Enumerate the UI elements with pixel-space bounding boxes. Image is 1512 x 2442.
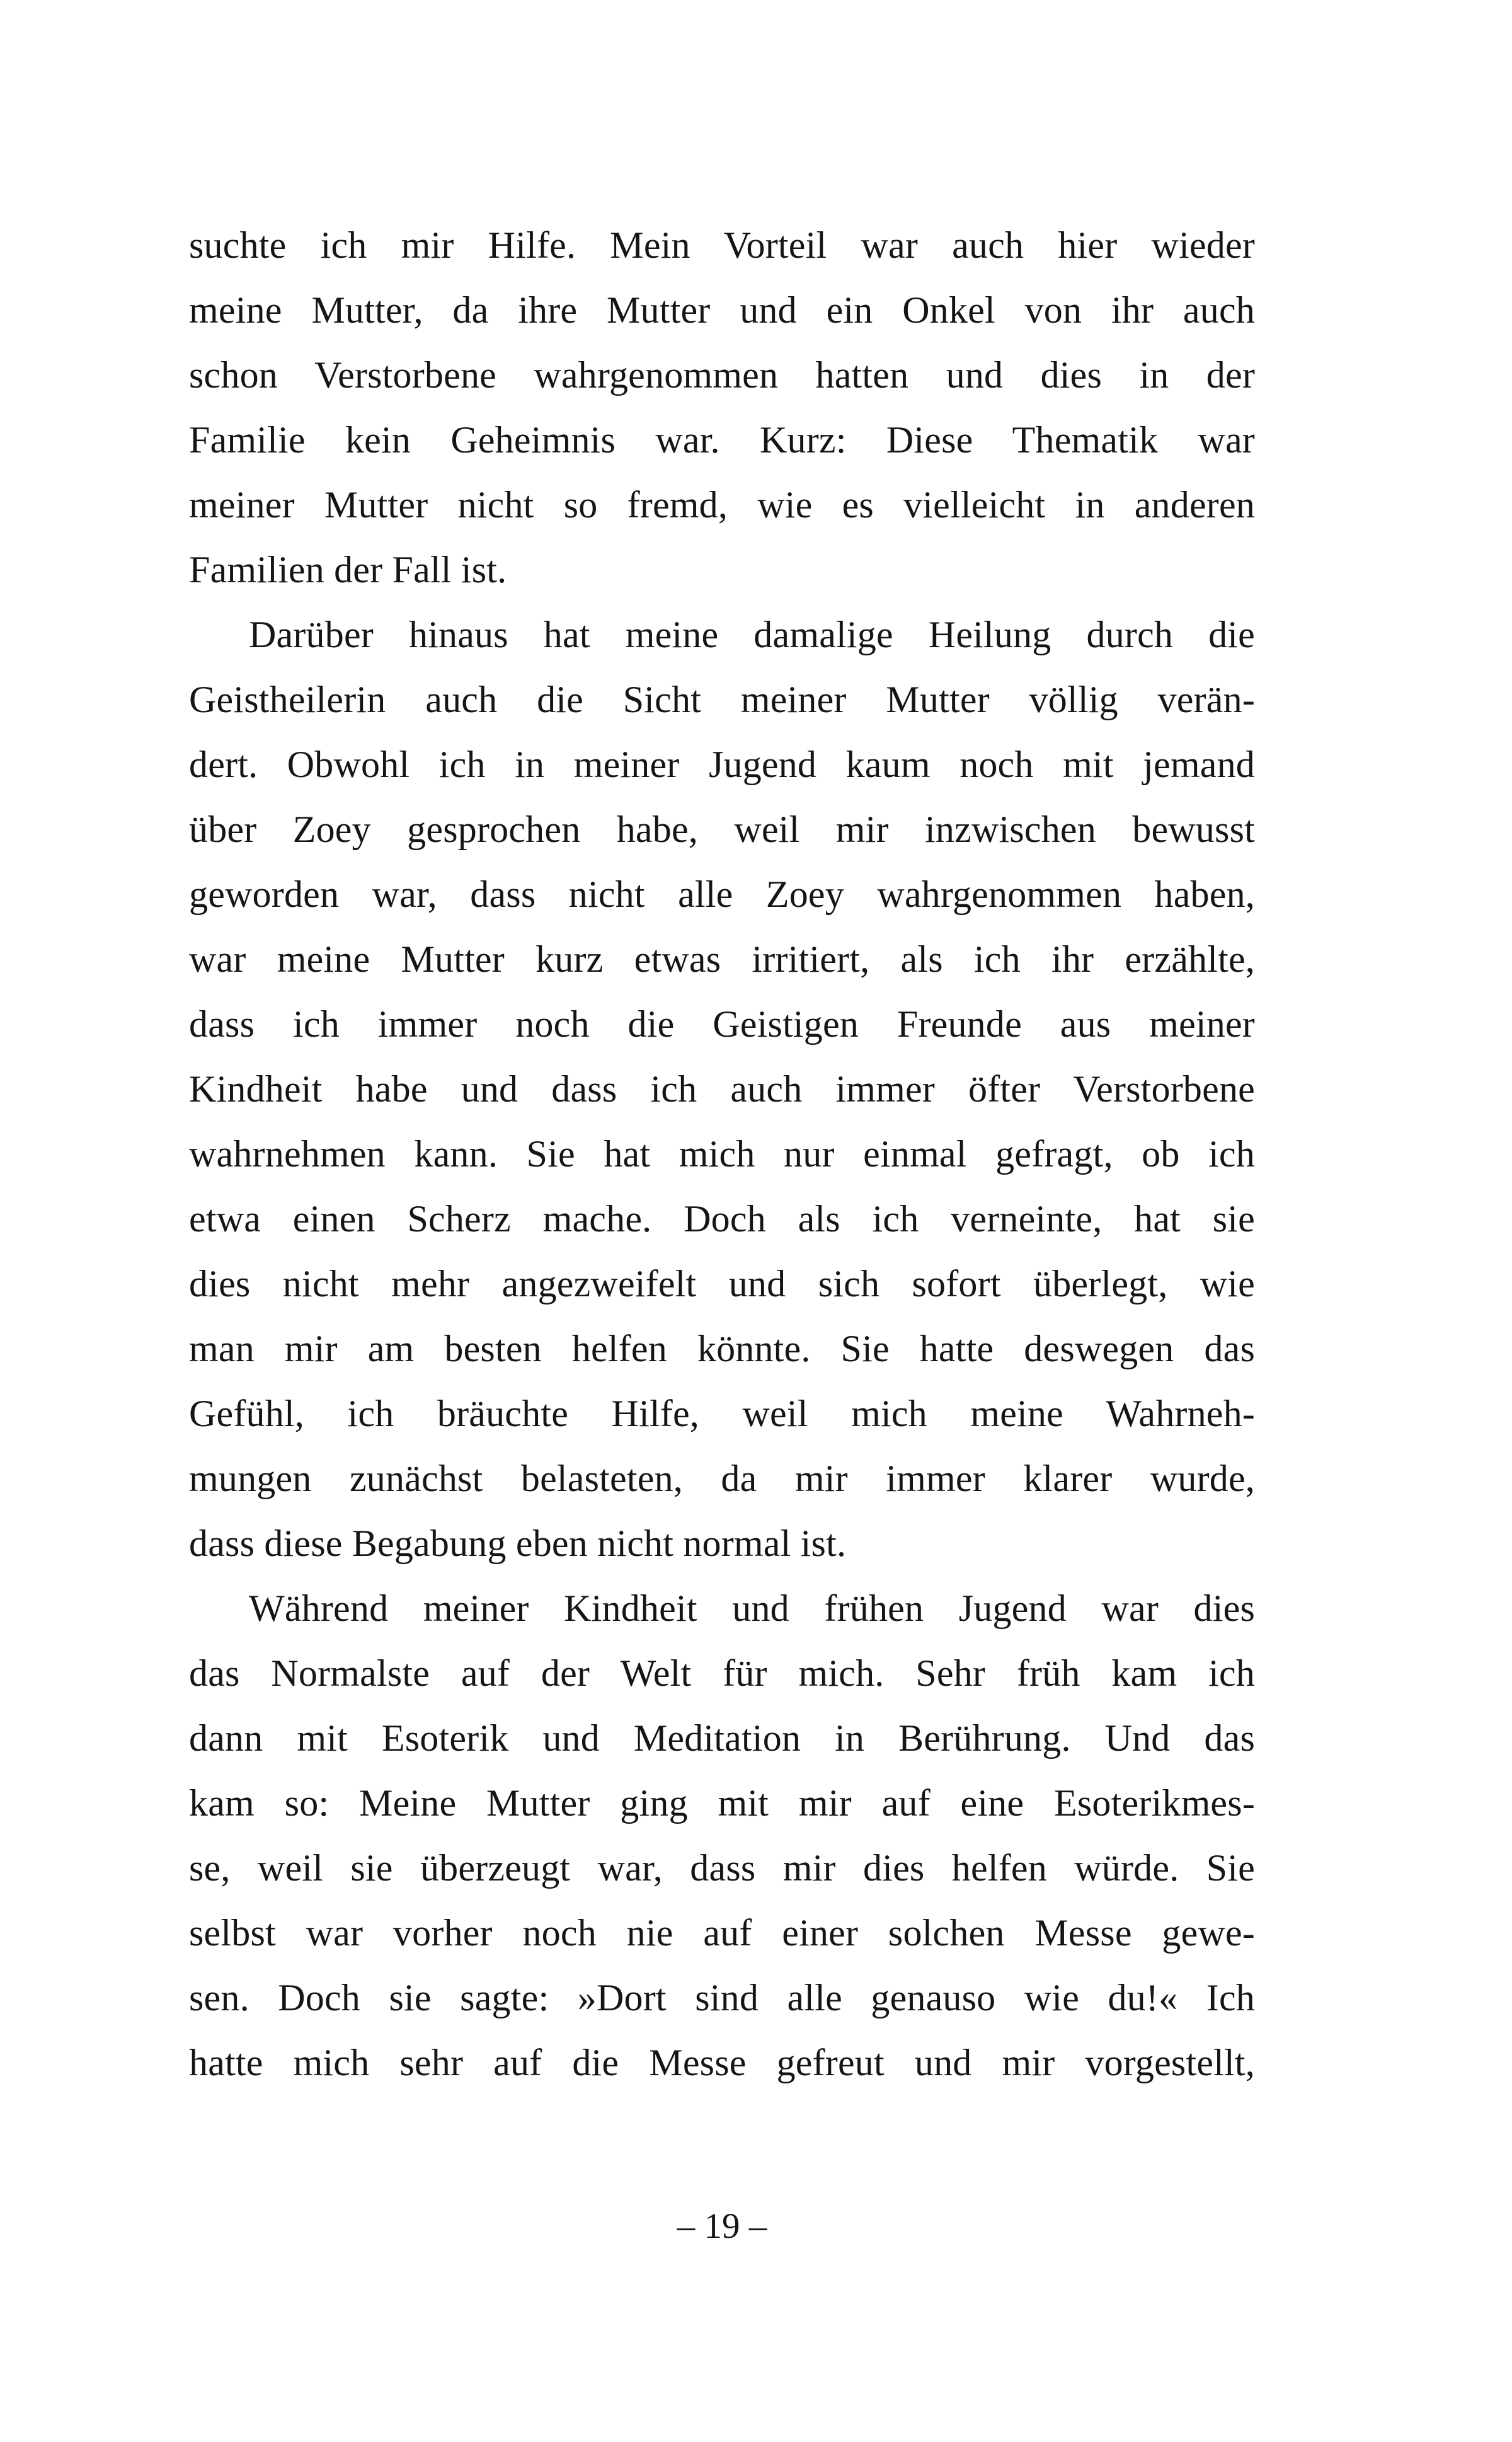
text-line: selbst war vorher noch nie auf einer solchen Messe gewe- [189, 1912, 1255, 1954]
text-line: meiner Mutter nicht so fremd, wie es vielleicht in anderen [189, 484, 1255, 526]
text-line: schon Verstorbene wahrgenommen hatten und dies in der [189, 354, 1255, 396]
text-line: man mir am besten helfen könnte. Sie hatte deswegen das [189, 1328, 1255, 1369]
text-line: dies nicht mehr angezweifelt und sich sofort überlegt, wie [189, 1263, 1255, 1305]
text-line: dass diese Begabung eben nicht normal ist. [189, 1523, 847, 1564]
text-line: über Zoey gesprochen habe, weil mir inzwischen bewusst [189, 809, 1255, 850]
text-line: suchte ich mir Hilfe. Mein Vorteil war auch hier wieder [189, 224, 1255, 266]
text-line: dert. Obwohl ich in meiner Jugend kaum noch mit jemand [189, 744, 1255, 785]
text-line: Geistheilerin auch die Sicht meiner Mutter völlig verän- [189, 679, 1255, 720]
page-text [189, 213, 1255, 2095]
paragraph [189, 1576, 1255, 2095]
text-line: Kindheit habe und dass ich auch immer öfter Verstorbene [189, 1068, 1255, 1110]
text-line: Während meiner Kindheit und frühen Jugend war dies [249, 1587, 1255, 1629]
text-line: dass ich immer noch die Geistigen Freunde aus meiner [189, 1003, 1255, 1045]
text-line: mungen zunächst belasteten, da mir immer klarer wurde, [189, 1458, 1255, 1499]
text-line: Darüber hinaus hat meine damalige Heilung durch die [249, 614, 1255, 655]
text-line: wahrnehmen kann. Sie hat mich nur einmal gefragt, ob ich [189, 1133, 1255, 1175]
text-line: meine Mutter, da ihre Mutter und ein Onkel von ihr auch [189, 289, 1255, 331]
text-line: hatte mich sehr auf die Messe gefreut und mir vorgestellt, [189, 2042, 1255, 2083]
text-line: Familien der Fall ist. [189, 549, 507, 590]
text-line: se, weil sie überzeugt war, dass mir dies helfen würde. Sie [189, 1847, 1255, 1889]
text-line: das Normalste auf der Welt für mich. Sehr früh kam ich [189, 1652, 1255, 1694]
paragraph [189, 213, 1255, 602]
text-line: sen. Doch sie sagte: »Dort sind alle genauso wie du!« Ich [189, 1977, 1255, 2019]
text-line: Familie kein Geheimnis war. Kurz: Diese Thematik war [189, 419, 1255, 461]
text-line: kam so: Meine Mutter ging mit mir auf eine Esoterikmes- [189, 1782, 1255, 1824]
text-line: etwa einen Scherz mache. Doch als ich verneinte, hat sie [189, 1198, 1255, 1240]
text-line: Gefühl, ich bräuchte Hilfe, weil mich meine Wahrneh- [189, 1393, 1255, 1434]
text-line: war meine Mutter kurz etwas irritiert, als ich ihr erzählte, [189, 938, 1255, 980]
page-number: – 19 – [677, 2206, 767, 2246]
paragraph [189, 602, 1255, 1576]
text-line: geworden war, dass nicht alle Zoey wahrgenommen haben, [189, 873, 1255, 915]
text-line: dann mit Esoterik und Meditation in Berührung. Und das [189, 1717, 1255, 1759]
